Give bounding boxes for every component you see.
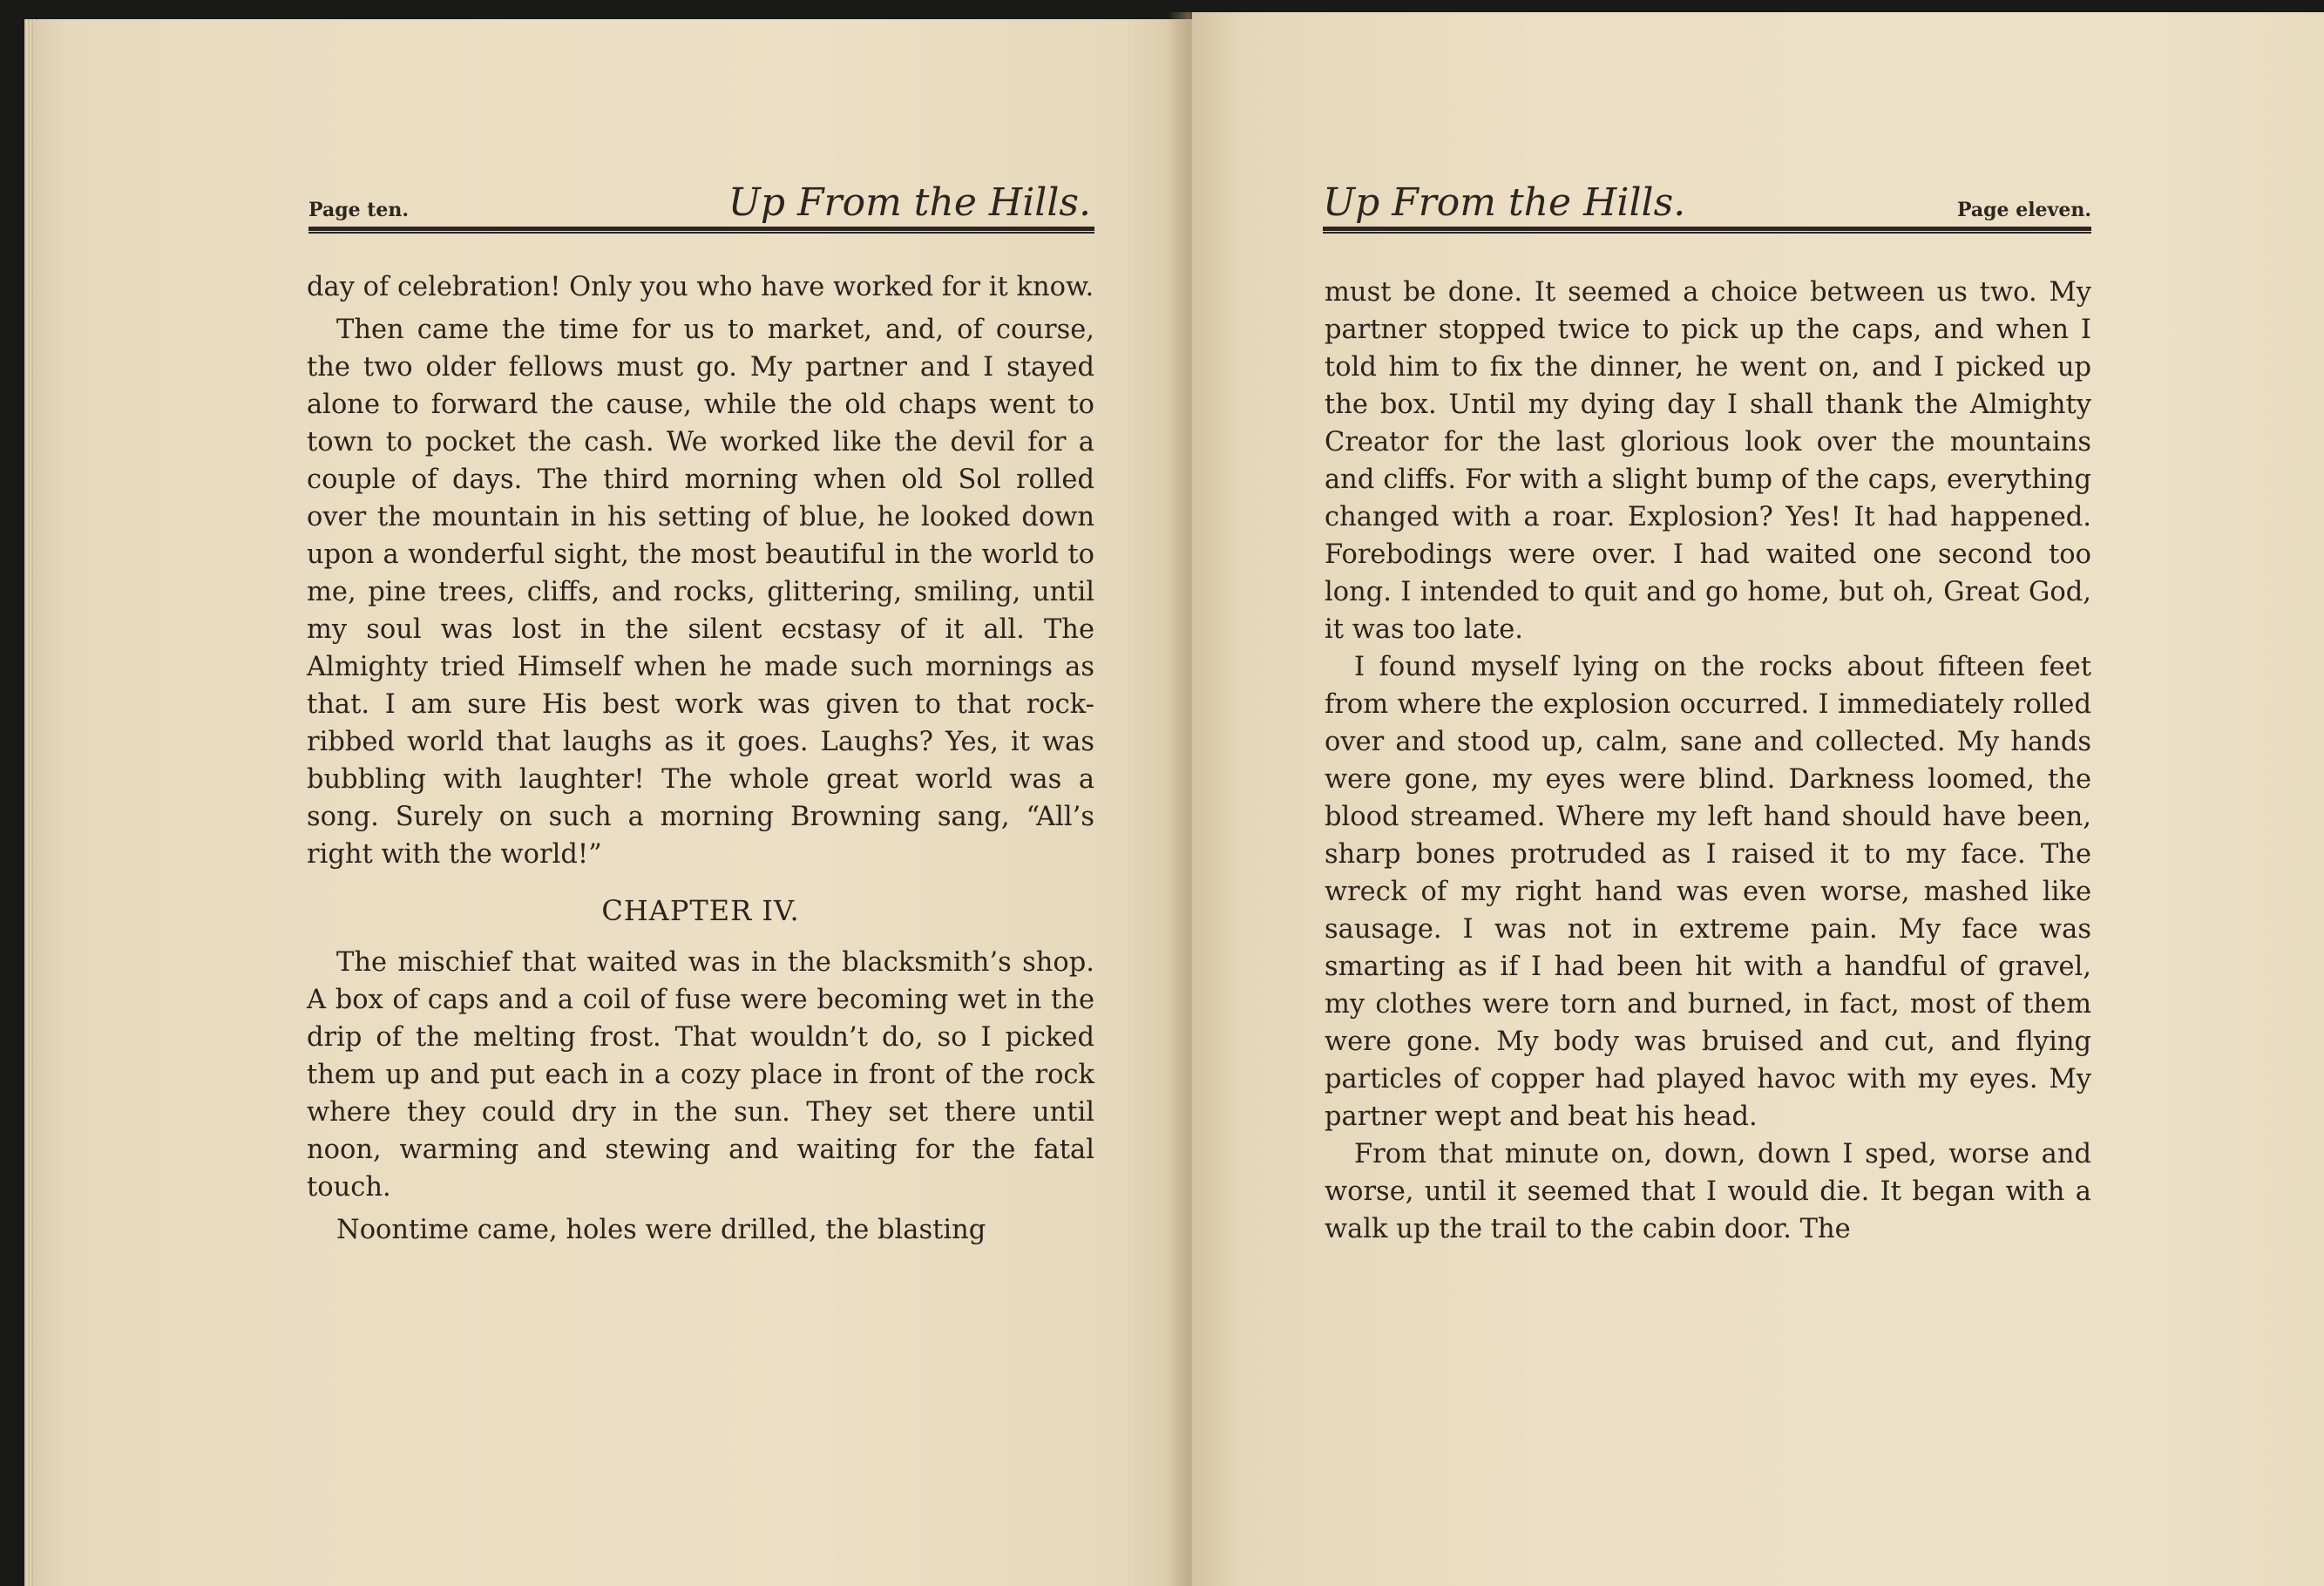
right-running-title: Up From the Hills. xyxy=(1323,180,1686,225)
left-page-number: Page ten. xyxy=(308,199,410,221)
right-page-number: Page eleven. xyxy=(1956,199,2091,221)
right-running-head xyxy=(1323,173,2091,234)
left-paragraph-1: day of celebration! Only you who have worked for it know. xyxy=(307,272,1094,302)
left-running-title: Up From the Hills. xyxy=(728,180,1091,225)
right-paragraph-2: I found myself lying on the rocks about fifteen feet from where the explosion occurred. I immediately rolled over and stood up, calm, sane and collected. My hands were gone, my eyes were blind. Darkness loomed, the blood streamed. Where my left hand should have been, sharp bones protruded as I raised it to my face. The wreck of my right hand was even worse, mashed like sausage. I was not in extreme pain. My face was smarting as if I had been hit with a handful of gravel, my clothes were torn and burned, in fact, most of them were gone. My body was bruised and cut, and flying particles of copper had played havoc with my eyes. My partner wept and beat his head. xyxy=(1325,652,2091,1132)
left-header-rule xyxy=(308,227,1094,234)
left-paragraph-2: Then came the time for us to market, and, of course, the two older fellows must go. My partner and I stayed alone to forward the cause, while the old chaps went to town to pocket the cash. We worked like the devil for a couple of days. The third morning when old Sol rolled over the mountain in his setting of blue, he looked down upon a wonderful sight, the most beautiful in the world to me, pine trees, cliffs, and rocks, glittering, smiling, until my soul was lost in the silent ecstasy of it all. The Almighty tried Himself when he made such mornings as that. I am sure His best work was given to that rock-ribbed world that laughs as it goes. Laughs? Yes, it was bubbling with laughter! The whole great world was a song. Surely on such a morning Browning sang, “All’s right with the world!” xyxy=(307,315,1094,870)
left-page xyxy=(33,19,1192,1586)
left-running-head xyxy=(308,173,1094,234)
right-paragraph-1: must be done. It seemed a choice between us two. My partner stopped twice to pick up the caps, and when I told him to fix the dinner, he went on, and I picked up the box. Until my dying day I shall thank the Almighty Creator for the last glorious look over the mountains and cliffs. For with a slight bump of the caps, everything changed with a roar. Explosion? Yes! It had happened. Forebodings were over. I had waited one second too long. I intended to quit and go home, but oh, Great God, it was too late. xyxy=(1325,277,2091,645)
chapter-paragraph-1: The mischief that waited was in the blacksmith’s shop. A box of caps and a coil of fuse were becoming wet in the drip of the melting frost. That wouldn’t do, so I picked them up and put each in a cozy place in front of the rock where they could dry in the sun. They set there until noon, warming and stewing and waiting for the fatal touch. xyxy=(307,947,1094,1203)
left-text-block xyxy=(307,268,1094,1249)
chapter-paragraph-2: Noontime came, holes were drilled, the blasting xyxy=(336,1215,986,1245)
right-header-rule xyxy=(1323,227,2091,234)
right-page xyxy=(1192,12,2324,1586)
right-paragraph-3: From that minute on, down, down I sped, worse and worse, until it seemed that I would die. It began with a walk up the trail to the cabin door. The xyxy=(1325,1139,2091,1244)
right-text-block xyxy=(1325,274,2091,1248)
chapter-heading: CHAPTER IV. xyxy=(601,894,800,927)
